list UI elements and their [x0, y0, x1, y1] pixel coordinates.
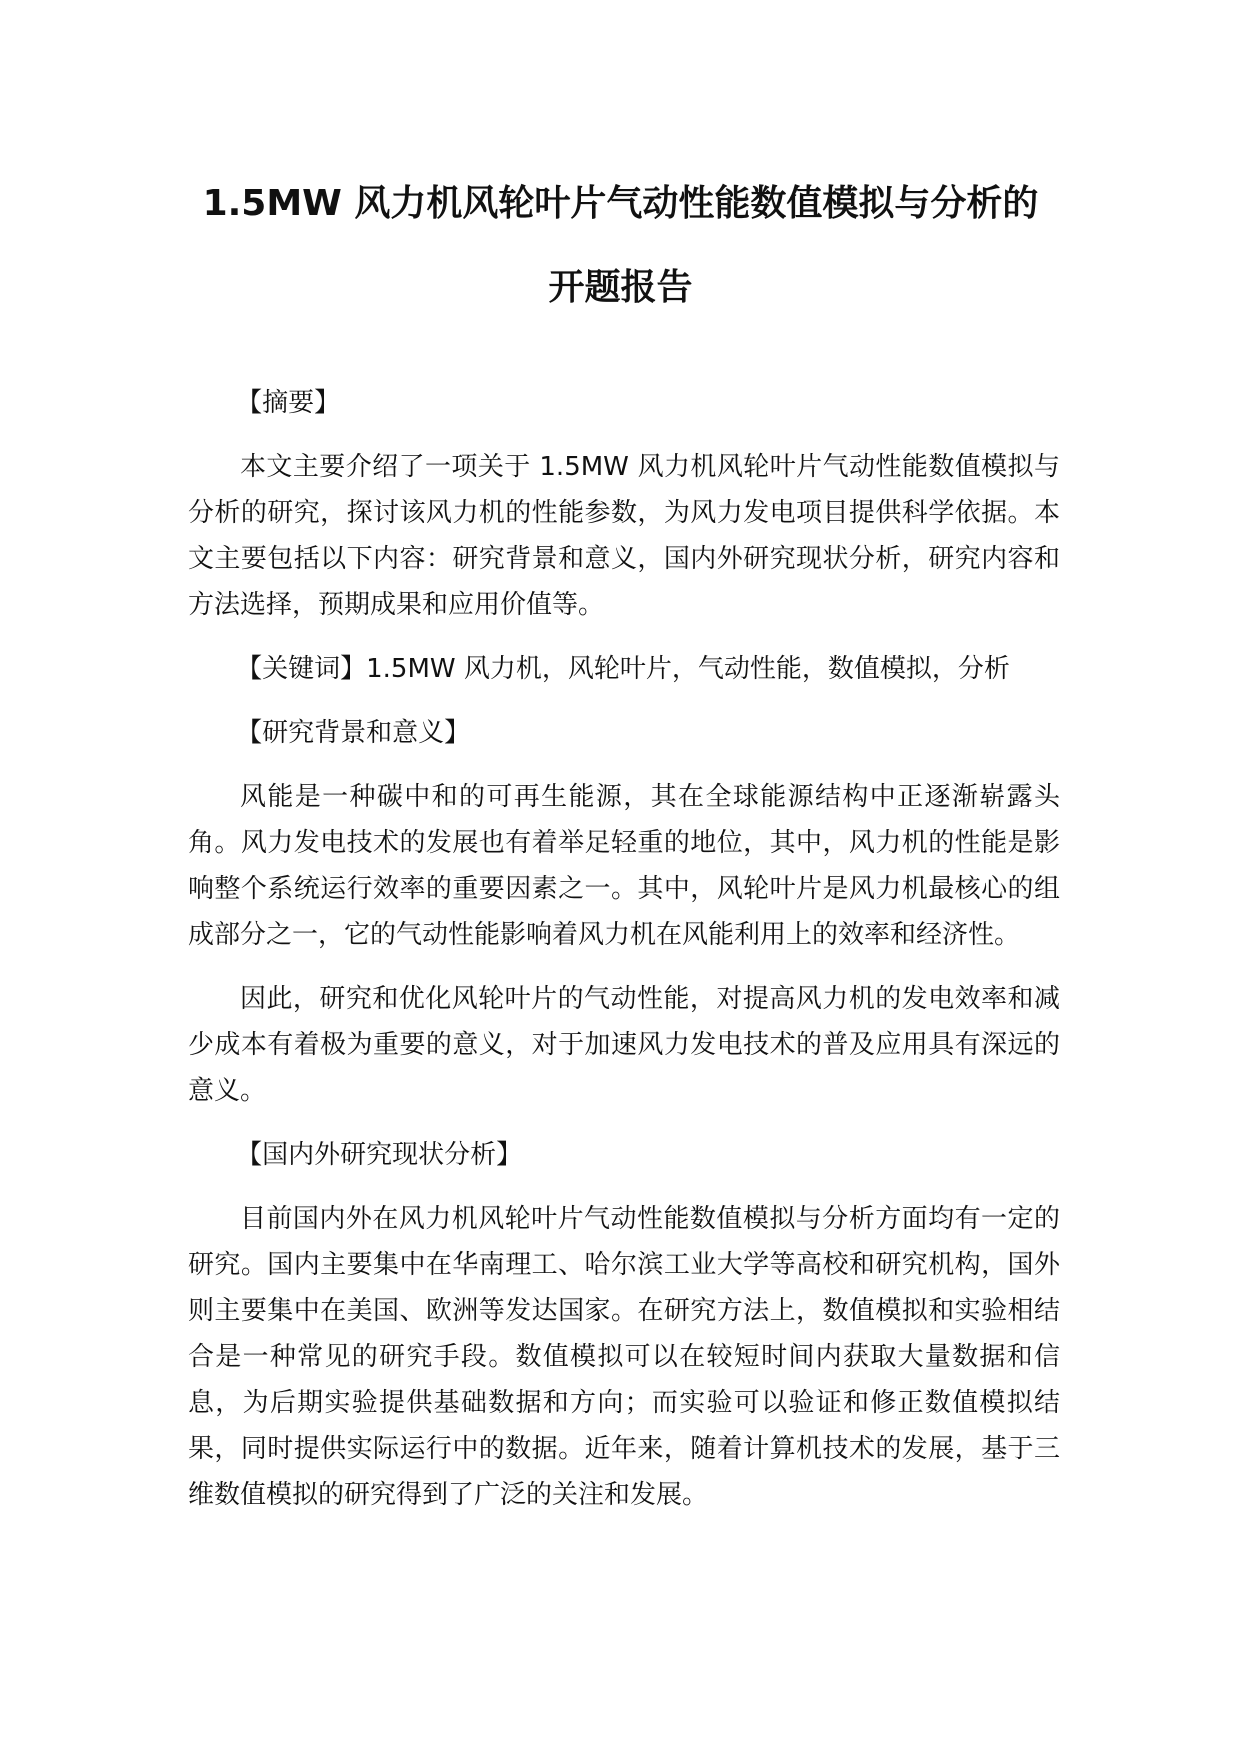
document-title-line-1: 1.5MW 风力机风轮叶片气动性能数值模拟与分析的: [202, 183, 1039, 224]
document-title-line-2: 开题报告: [548, 267, 693, 308]
background-paragraph-1: 风能是一种碳中和的可再生能源，其在全球能源结构中正逐渐崭露头角。风力发电技术的发展也有着举足轻重的地位，其中，风力机的性能是影响整个系统运行效率的重要因素之一。其中，风轮叶片是风力机最核心的组成部分之一，它的气动性能影响着风力机在风能利用上的效率和经济性。: [188, 782, 1060, 950]
abstract-heading: 【摘要】: [236, 388, 341, 418]
background-paragraph-2: 因此，研究和优化风轮叶片的气动性能，对提高风力机的发电效率和减少成本有着极为重要的意义，对于加速风力发电技术的普及应用具有深远的意义。: [188, 984, 1060, 1106]
keywords-line: 【关键词】1.5MW 风力机，风轮叶片，气动性能，数值模拟，分析: [236, 654, 1010, 684]
document-body: [188, 380, 1060, 1518]
abstract-paragraph: 本文主要介绍了一项关于 1.5MW 风力机风轮叶片气动性能数值模拟与分析的研究，探讨该风力机的性能参数，为风力发电项目提供科学依据。本文主要包括以下内容：研究背景和意义，国内外研究现状分析，研究内容和方法选择，预期成果和应用价值等。: [188, 452, 1060, 620]
background-heading: 【研究背景和意义】: [236, 718, 471, 748]
research-status-heading: 【国内外研究现状分析】: [236, 1140, 523, 1170]
research-status-paragraph: 目前国内外在风力机风轮叶片气动性能数值模拟与分析方面均有一定的研究。国内主要集中在华南理工、哈尔滨工业大学等高校和研究机构，国外则主要集中在美国、欧洲等发达国家。在研究方法上，数值模拟和实验相结合是一种常见的研究手段。数值模拟可以在较短时间内获取大量数据和信息，为后期实验提供基础数据和方向；而实验可以验证和修正数值模拟结果，同时提供实际运行中的数据。近年来，随着计算机技术的发展，基于三维数值模拟的研究得到了广泛的关注和发展。: [188, 1204, 1060, 1510]
